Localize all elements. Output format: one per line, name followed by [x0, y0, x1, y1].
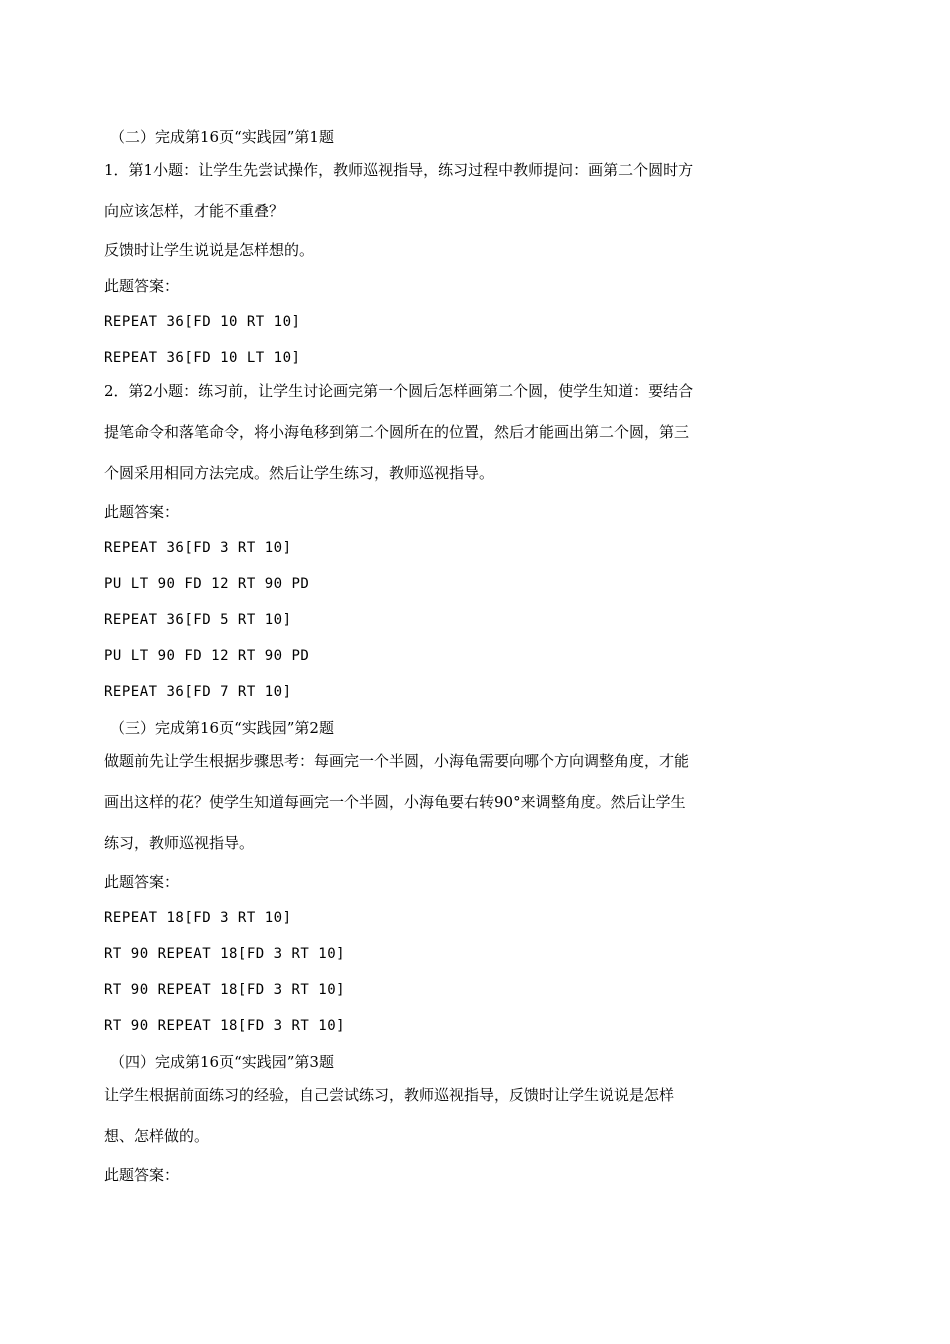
answer-label: 此题答案：	[104, 873, 180, 891]
question-2-line: 2．第2小题：练习前，让学生讨论画完第一个圆后怎样画第二个圆，使学生知道：要结合	[104, 382, 694, 400]
code-line: RT 90 REPEAT 18[FD 3 RT 10]	[104, 946, 346, 962]
question-2-line: 个圆采用相同方法完成。然后让学生练习，教师巡视指导。	[104, 464, 495, 482]
section-2-heading: （二）完成第16页“实践园”第1题	[110, 128, 334, 146]
code-line: RT 90 REPEAT 18[FD 3 RT 10]	[104, 982, 346, 998]
code-line: RT 90 REPEAT 18[FD 3 RT 10]	[104, 1018, 346, 1034]
code-line: PU LT 90 FD 12 RT 90 PD	[104, 576, 310, 592]
question-1-line: 向应该怎样，才能不重叠？	[104, 202, 285, 220]
section-4-text	[104, 1085, 768, 1162]
answer-label: 此题答案：	[104, 1166, 180, 1184]
code-line: REPEAT 36[FD 7 RT 10]	[104, 684, 292, 700]
section-3-heading: （三）完成第16页“实践园”第2题	[110, 719, 334, 737]
question-2-line: 提笔命令和落笔命令，将小海龟移到第二个圆所在的位置，然后才能画出第二个圆，第三	[104, 423, 690, 441]
code-line: PU LT 90 FD 12 RT 90 PD	[104, 648, 310, 664]
section-3-line: 做题前先让学生根据步骤思考：每画完一个半圆，小海龟需要向哪个方向调整角度，才能	[104, 752, 690, 770]
section-4-heading: （四）完成第16页“实践园”第3题	[110, 1053, 334, 1071]
answer-label: 此题答案：	[104, 503, 180, 521]
code-line: REPEAT 36[FD 3 RT 10]	[104, 540, 292, 556]
section-3-line: 画出这样的花？使学生知道每画完一个半圆，小海龟要右转90°来调整角度。然后让学生	[104, 793, 686, 811]
answer-label: 此题答案：	[104, 277, 180, 295]
section-3-line: 练习，教师巡视指导。	[104, 834, 255, 852]
question-2-text	[104, 381, 768, 499]
question-1-line: 1．第1小题：让学生先尝试操作，教师巡视指导，练习过程中教师提问：画第二个圆时方	[104, 161, 694, 179]
code-line: REPEAT 36[FD 10 LT 10]	[104, 350, 301, 366]
code-line: REPEAT 36[FD 10 RT 10]	[104, 314, 301, 330]
section-4-line: 想、怎样做的。	[104, 1127, 210, 1145]
section-3-text	[104, 751, 768, 869]
question-1-text	[104, 160, 768, 237]
code-line: REPEAT 18[FD 3 RT 10]	[104, 910, 292, 926]
document-page	[104, 124, 768, 1198]
section-4-line: 让学生根据前面练习的经验，自己尝试练习，教师巡视指导，反馈时让学生说说是怎样	[104, 1086, 675, 1104]
code-line: REPEAT 36[FD 5 RT 10]	[104, 612, 292, 628]
question-1-feedback: 反馈时让学生说说是怎样想的。	[104, 241, 315, 259]
